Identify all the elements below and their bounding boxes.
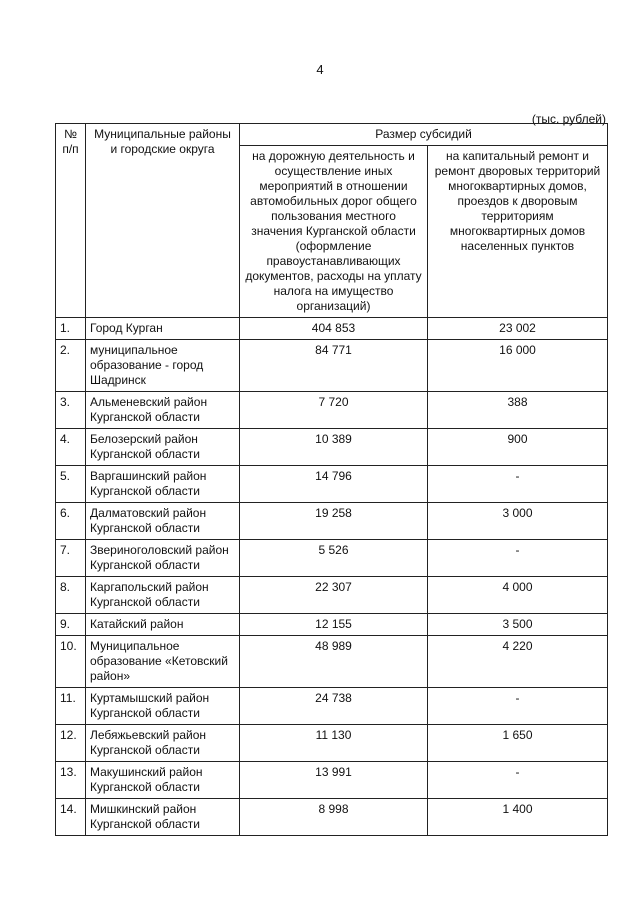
repair-subsidy: 1 400 [428,799,608,836]
district-name: Белозерский район Курганской области [86,429,240,466]
repair-subsidy: - [428,688,608,725]
district-name: Мишкинский район Курганской области [86,799,240,836]
repair-subsidy: 4 000 [428,577,608,614]
district-name: Далматовский район Курганской области [86,503,240,540]
table-row [56,577,608,614]
row-number: 11. [56,688,86,725]
row-number: 7. [56,540,86,577]
row-number: 6. [56,503,86,540]
table-row [56,799,608,836]
header-subsidy-size: Размер субсидий [240,124,608,146]
row-number: 3. [56,392,86,429]
subsidies-table [55,123,608,836]
road-subsidy: 14 796 [240,466,428,503]
road-subsidy: 19 258 [240,503,428,540]
road-subsidy: 24 738 [240,688,428,725]
row-number: 9. [56,614,86,636]
page-number: 4 [316,62,324,77]
district-name: муниципальное образование - город Шадринск [86,340,240,392]
row-number: 10. [56,636,86,688]
road-subsidy: 7 720 [240,392,428,429]
header-district: Муниципальные районы и городские округа [86,124,240,318]
row-number: 12. [56,725,86,762]
road-subsidy: 5 526 [240,540,428,577]
district-name: Катайский район [86,614,240,636]
row-number: 4. [56,429,86,466]
repair-subsidy: - [428,466,608,503]
district-name: Муниципальное образование «Кетовский район» [86,636,240,688]
table-row [56,318,608,340]
road-subsidy: 404 853 [240,318,428,340]
district-name: Каргапольский район Курганской области [86,577,240,614]
road-subsidy: 48 989 [240,636,428,688]
row-number: 1. [56,318,86,340]
table-row [56,688,608,725]
repair-subsidy: 388 [428,392,608,429]
table-row [56,725,608,762]
header-num: № п/п [56,124,86,318]
table-row [56,614,608,636]
district-name: Звериноголовский район Курганской области [86,540,240,577]
road-subsidy: 12 155 [240,614,428,636]
table-row [56,392,608,429]
road-subsidy: 22 307 [240,577,428,614]
repair-subsidy: 1 650 [428,725,608,762]
row-number: 2. [56,340,86,392]
table-row [56,503,608,540]
district-name: Куртамышский район Курганской области [86,688,240,725]
road-subsidy: 10 389 [240,429,428,466]
road-subsidy: 13 991 [240,762,428,799]
repair-subsidy: 23 002 [428,318,608,340]
repair-subsidy: - [428,762,608,799]
table-row [56,762,608,799]
header-road: на дорожную деятельность и осуществление иных мероприятий в отношении автомобильных дорог общего пользования местного значения Курганской области (оформление правоустанавливающих документов, расходы на уплату налога на имущество организаций) [240,146,428,318]
district-name: Варгашинский район Курганской области [86,466,240,503]
repair-subsidy: 3 500 [428,614,608,636]
table-row [56,466,608,503]
district-name: Альменевский район Курганской области [86,392,240,429]
district-name: Город Курган [86,318,240,340]
row-number: 5. [56,466,86,503]
road-subsidy: 11 130 [240,725,428,762]
repair-subsidy: - [428,540,608,577]
repair-subsidy: 900 [428,429,608,466]
district-name: Лебяжьевский район Курганской области [86,725,240,762]
table-row [56,636,608,688]
table-header-row [56,124,608,146]
row-number: 14. [56,799,86,836]
repair-subsidy: 4 220 [428,636,608,688]
table-row [56,429,608,466]
repair-subsidy: 16 000 [428,340,608,392]
table-row [56,340,608,392]
row-number: 13. [56,762,86,799]
row-number: 8. [56,577,86,614]
road-subsidy: 84 771 [240,340,428,392]
header-repair: на капитальный ремонт и ремонт дворовых территорий многоквартирных домов, проездов к дворовым территориям многоквартирных домов населенных пунктов [428,146,608,318]
table-row [56,540,608,577]
repair-subsidy: 3 000 [428,503,608,540]
district-name: Макушинский район Курганской области [86,762,240,799]
table-body [56,318,608,836]
road-subsidy: 8 998 [240,799,428,836]
units-label: (тыс. рублей) [531,112,606,126]
